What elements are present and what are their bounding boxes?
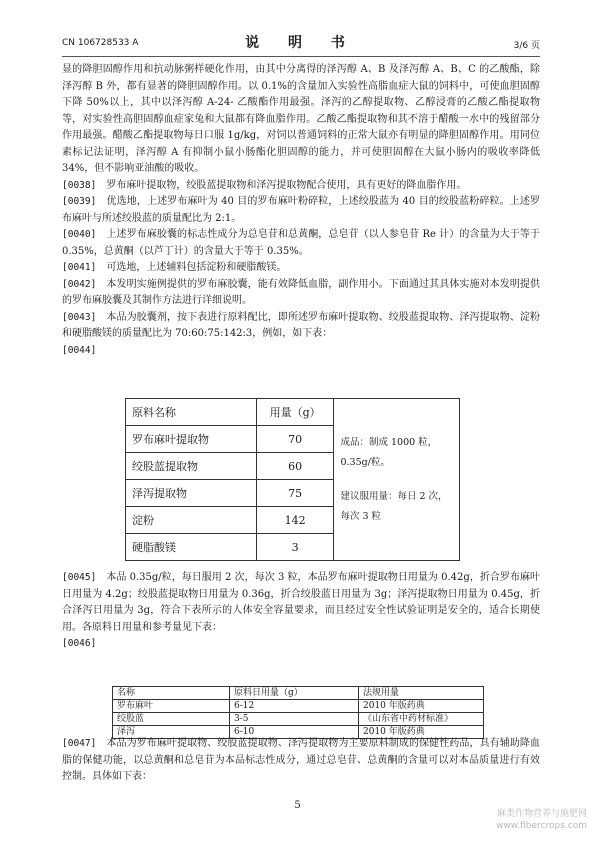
ingredient-cell: 硬脂酸镁 — [126, 534, 257, 561]
table-cell: 罗布麻叶 — [113, 700, 230, 713]
watermark — [496, 808, 587, 832]
paragraph-0047-block — [62, 736, 540, 786]
paragraph-tag: [0042] — [62, 278, 97, 290]
amount-cell: 142 — [256, 507, 334, 534]
column-header: 原料名称 — [126, 399, 257, 426]
table-cell: 3-5 — [230, 713, 359, 726]
table-cell: 绞股蓝 — [113, 713, 230, 726]
paragraph-tag: [0041] — [62, 262, 97, 273]
ingredient-cell: 绞股蓝提取物 — [126, 453, 257, 480]
column-header: 用量（g） — [256, 399, 334, 426]
column-header: 法规用量 — [359, 687, 484, 700]
document-title: 说 明 书 — [245, 35, 357, 51]
patent-number: CN 106728533 A — [62, 38, 139, 48]
paragraph-text: 可选地，上述辅料包括淀粉和硬脂酸镁。 — [106, 262, 287, 273]
table-cell: 6-12 — [230, 700, 359, 713]
paragraph-0045 — [62, 570, 540, 636]
table-row — [113, 713, 484, 726]
paragraph-tag: [0040] — [62, 229, 97, 240]
table-row — [113, 700, 484, 713]
page-indicator: 3/6 页 — [513, 41, 540, 51]
paragraph-0046 — [62, 636, 540, 653]
paragraph-tag: [0047] — [62, 738, 97, 749]
table-cell: 2010 年版药典 — [359, 726, 484, 739]
paragraph-0041 — [62, 260, 540, 277]
paragraph-0044 — [62, 343, 540, 360]
ingredient-cell: 淀粉 — [126, 507, 257, 534]
watermark-title: 麻类作物营养与施肥网 — [496, 809, 587, 819]
column-header: 名称 — [113, 687, 230, 700]
paragraph-text: 优选地，上述罗布麻叶为 40 目的罗布麻叶粉碎粒，上述绞股蓝为 40 目的绞股蓝粉碎粒。上述罗布麻叶与所述绞股蓝的质量配比为 2:1。 — [62, 196, 540, 224]
paragraph-0040 — [62, 227, 540, 260]
intro-paragraph: 显的降胆固醇作用和抗动脉粥样硬化作用，由其中分离得的泽泻醇 A、B 及泽泻醇 A、B、C 的乙酸酯，除泽泻醇 B 外，都有显著的降胆固醇作用。以 0.1%的含量加入实验性高脂血症大鼠的饲料中，可使血胆固醇下降 50%以上，其中以泽泻醇 A-24- 乙酸酯作用最强。泽泻的乙醇提取物、乙醇浸膏的乙酸乙酯提取物等，对实验性高胆固醇血症家兔和大鼠都有降血脂作用。乙酸乙酯提取物和其不溶于醋酸一水中的残留部分作用最强。醋酸乙酯提取物每日口服 1g/kg，对饲以普通饲料的正常大鼠亦有明显的降胆固醇作用。用同位素标记法证明，泽泻醇 A 有抑制小鼠小肠酯化胆固醇的能力，并可使胆固醇在大鼠小肠内的吸收率降低 34%，但不影响亚油酸的吸收。 — [62, 64, 540, 174]
paragraph-0042 — [62, 277, 540, 310]
paragraph-0043 — [62, 310, 540, 343]
paragraph-0038 — [62, 178, 540, 195]
dosage-reference-table — [112, 686, 484, 739]
paragraph-text: 罗布麻叶提取物，绞股蓝提取物和泽泻提取物配合使用，具有更好的降血脂作用。 — [106, 179, 467, 191]
paragraph-tag: [0045] — [62, 572, 97, 583]
header-divider — [62, 56, 540, 57]
paragraph-text: 本品为胶囊剂，按下表进行原料配比，即所述罗布麻叶提取物、绞股蓝提取物、泽泻提取物、淀粉和硬脂酸镁的质量配比为 70:60:75:142:3，例如，如下表： — [62, 311, 540, 339]
table-header-row — [126, 399, 460, 426]
amount-cell: 60 — [256, 453, 334, 480]
paragraph-tag: [0038] — [62, 179, 97, 191]
paragraph-0039 — [62, 194, 540, 227]
column-header: 原料日用量（g） — [230, 687, 359, 700]
paragraph-text: 本品为罗布麻叶提取物、绞股蓝提取物、泽泻提取物为主要原料制成的保健性药品，具有辅助降血脂的保健功能，以总黄酮和总皂苷为本品标志性成分，通过总皂苷、总黄酮的含量可以对本品质量进行有效控制。具体如下表： — [62, 738, 540, 782]
page-number: 5 — [294, 800, 301, 811]
paragraph-text: 上述罗布麻胶囊的标志性成分为总皂苷和总黄酮，总皂苷（以人参皂苷 Re 计）的含量为大于等于 0.35%，总黄酮（以芦丁计）的含量大于等于 0.35%。 — [62, 229, 540, 257]
product-note: 成品：制成 1000 粒，0.35g/粒。 — [340, 436, 438, 468]
paragraph-text: 本品 0.35g/粒，每日服用 2 次，每次 3 粒，本品罗布麻叶提取物日用量为 0.42g，折合罗布麻叶日用量为 4.2g；绞股蓝提取物日用量为 0.36g，折合绞股蓝日用量为 3g；泽泻提取物日用量为 0.45g，折合泽泻日用量为 3g，符合下表所示的人体安全容量要求，而且经过安全性试验证明是安全的，适合长期使用。各原料日用量和参考量见下表： — [62, 572, 540, 633]
paragraph-text: 本发明实施例提供的罗布麻胶囊，能有效降低血脂，副作用小。下面通过其具体实施对本发明提供的罗布麻胶囊及其制作方法进行详细说明。 — [62, 278, 540, 306]
amount-cell: 70 — [256, 426, 334, 453]
table-cell: 2010 年版药典 — [359, 700, 484, 713]
body-text — [62, 62, 540, 359]
dosage-note: 建议服用量：每日 2 次，每次 3 粒 — [340, 490, 448, 522]
product-notes — [334, 399, 460, 561]
amount-cell: 75 — [256, 480, 334, 507]
page-header — [62, 30, 540, 52]
watermark-url: www.fibercrops.com — [496, 821, 587, 831]
table-header-row — [113, 687, 484, 700]
formula-table — [125, 398, 460, 561]
paragraph-tag: [0046] — [62, 638, 97, 649]
paragraph-0045-block — [62, 570, 540, 653]
table-cell: 《山东省中药材标准》 — [359, 713, 484, 726]
paragraph-0047 — [62, 736, 540, 786]
table-cell: 泽泻 — [113, 726, 230, 739]
table-cell: 6-10 — [230, 726, 359, 739]
ingredient-cell: 罗布麻叶提取物 — [126, 426, 257, 453]
ingredient-cell: 泽泻提取物 — [126, 480, 257, 507]
amount-cell: 3 — [256, 534, 334, 561]
paragraph-tag: [0039] — [62, 196, 97, 207]
paragraph-tag: [0044] — [62, 344, 97, 356]
paragraph-tag: [0043] — [62, 311, 97, 323]
